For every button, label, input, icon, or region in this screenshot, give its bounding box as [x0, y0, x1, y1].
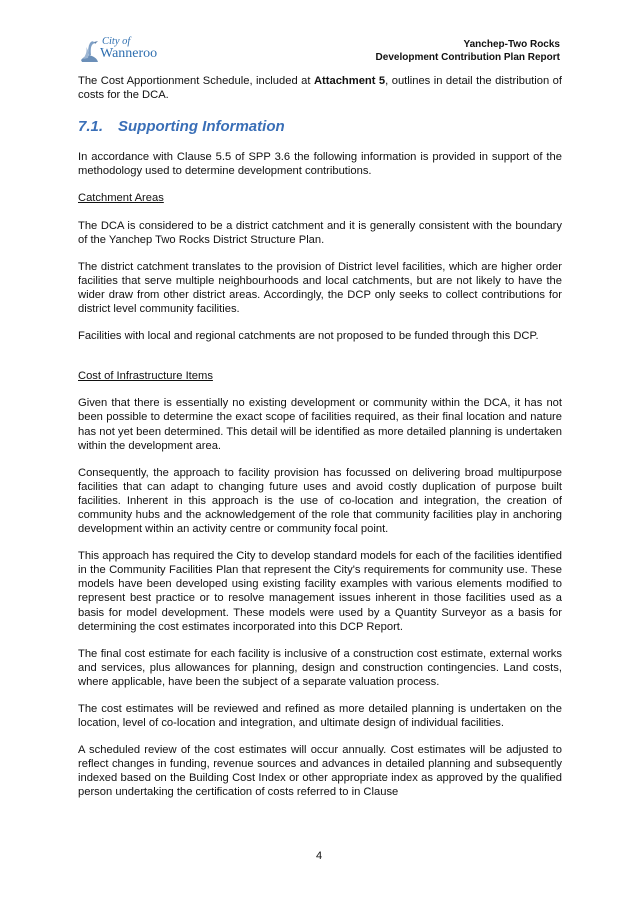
page-content: [78, 74, 562, 813]
city-logo: [78, 36, 188, 66]
paragraph: The DCA is considered to be a district catchment and it is generally consistent with the boundary of the Yanchep Two Rocks District Structure Plan.: [78, 219, 562, 246]
spacer: [78, 356, 562, 369]
intro-attachment-ref: Attachment 5: [313, 75, 386, 87]
paragraph: A scheduled review of the cost estimates will occur annually. Cost estimates will be adjusted to reflect changes in funding, revenue sources and advances in detailed planning and subsequently indexed based on the Building Cost Index or other appropriate index as approved by the qualified person undertaking the certification of costs referred to in Clause: [78, 744, 562, 799]
paragraph: This approach has required the City to develop standard models for each of the facilities identified in the Community Facilities Plan that represent the City's requirements for community use. These models have been developed using existing facility examples with various elements modified to represent best practice or to resolve management issues inherent in those facilities used as a basis for model development. These models were used by a Quantity Surveyor as a basis for determining the cost estimates incorporated into this DCP Report.: [78, 550, 562, 633]
subheading-catchment-areas: Catchment Areas: [78, 192, 164, 205]
subheading-cost-of-infrastructure: Cost of Infrastructure Items: [78, 370, 213, 383]
paragraph: Consequently, the approach to facility provision has focussed on delivering broad multipurpose facilities that can adapt to changing future uses and avoid costly duplication of purpose built facilities. Inherent in this approach is the use of co-location and integration, the creation of community hubs and the acknowledgement of the role that community facilities play in anchoring development within an activity centre or community focal point.: [78, 466, 562, 536]
section-number: 7.1.: [78, 118, 104, 136]
intro-text-before: The Cost Apportionment Schedule, included at: [78, 75, 314, 87]
report-title-block: [376, 38, 560, 64]
logo-name-text: Wanneroo: [100, 46, 158, 61]
intro-paragraph: [78, 74, 562, 102]
intro-text-after: , outlines in detail the distribution of costs for the DCA.: [78, 75, 562, 102]
report-title-line1: Yanchep-Two Rocks: [463, 39, 560, 50]
section-heading: [78, 120, 562, 134]
paragraph: Facilities with local and regional catchments are not proposed to be funded through this DCP.: [78, 330, 539, 343]
paragraph: Given that there is essentially no existing development or community within the DCA, it has not been possible to determine the exact scope of facilities required, as their final location and nature has not yet been determined. This detail will be identified as more detailed planning is undertaken within the development area.: [78, 397, 562, 452]
paragraph: The final cost estimate for each facility is inclusive of a construction cost estimate, external works and services, plus allowances for planning, design and construction contingencies. Land costs, where applicable, have been the subject of a separate valuation process.: [78, 647, 562, 688]
paragraph: The cost estimates will be reviewed and refined as more detailed planning is undertaken on the location, level of co-location and integration, and ultimate design of individual facilities.: [78, 703, 562, 730]
paragraph: In accordance with Clause 5.5 of SPP 3.6 the following information is provided in support of the methodology used to determine development contributions.: [78, 151, 562, 178]
swan-logo-icon: [78, 38, 100, 64]
report-title-line2: Development Contribution Plan Report: [375, 52, 560, 63]
page-header: [78, 36, 560, 66]
paragraph: The district catchment translates to the provision of District level facilities, which are higher order facilities that serve multiple neighbourhoods and local catchments, but are not likely to have the wider draw from other district areas. Accordingly, the DCP only seeks to collect contributions for district level community facilities.: [78, 260, 562, 316]
page-number: 4: [315, 850, 323, 862]
logo-city-text: City of: [102, 36, 131, 47]
section-title: Supporting Information: [118, 118, 285, 136]
